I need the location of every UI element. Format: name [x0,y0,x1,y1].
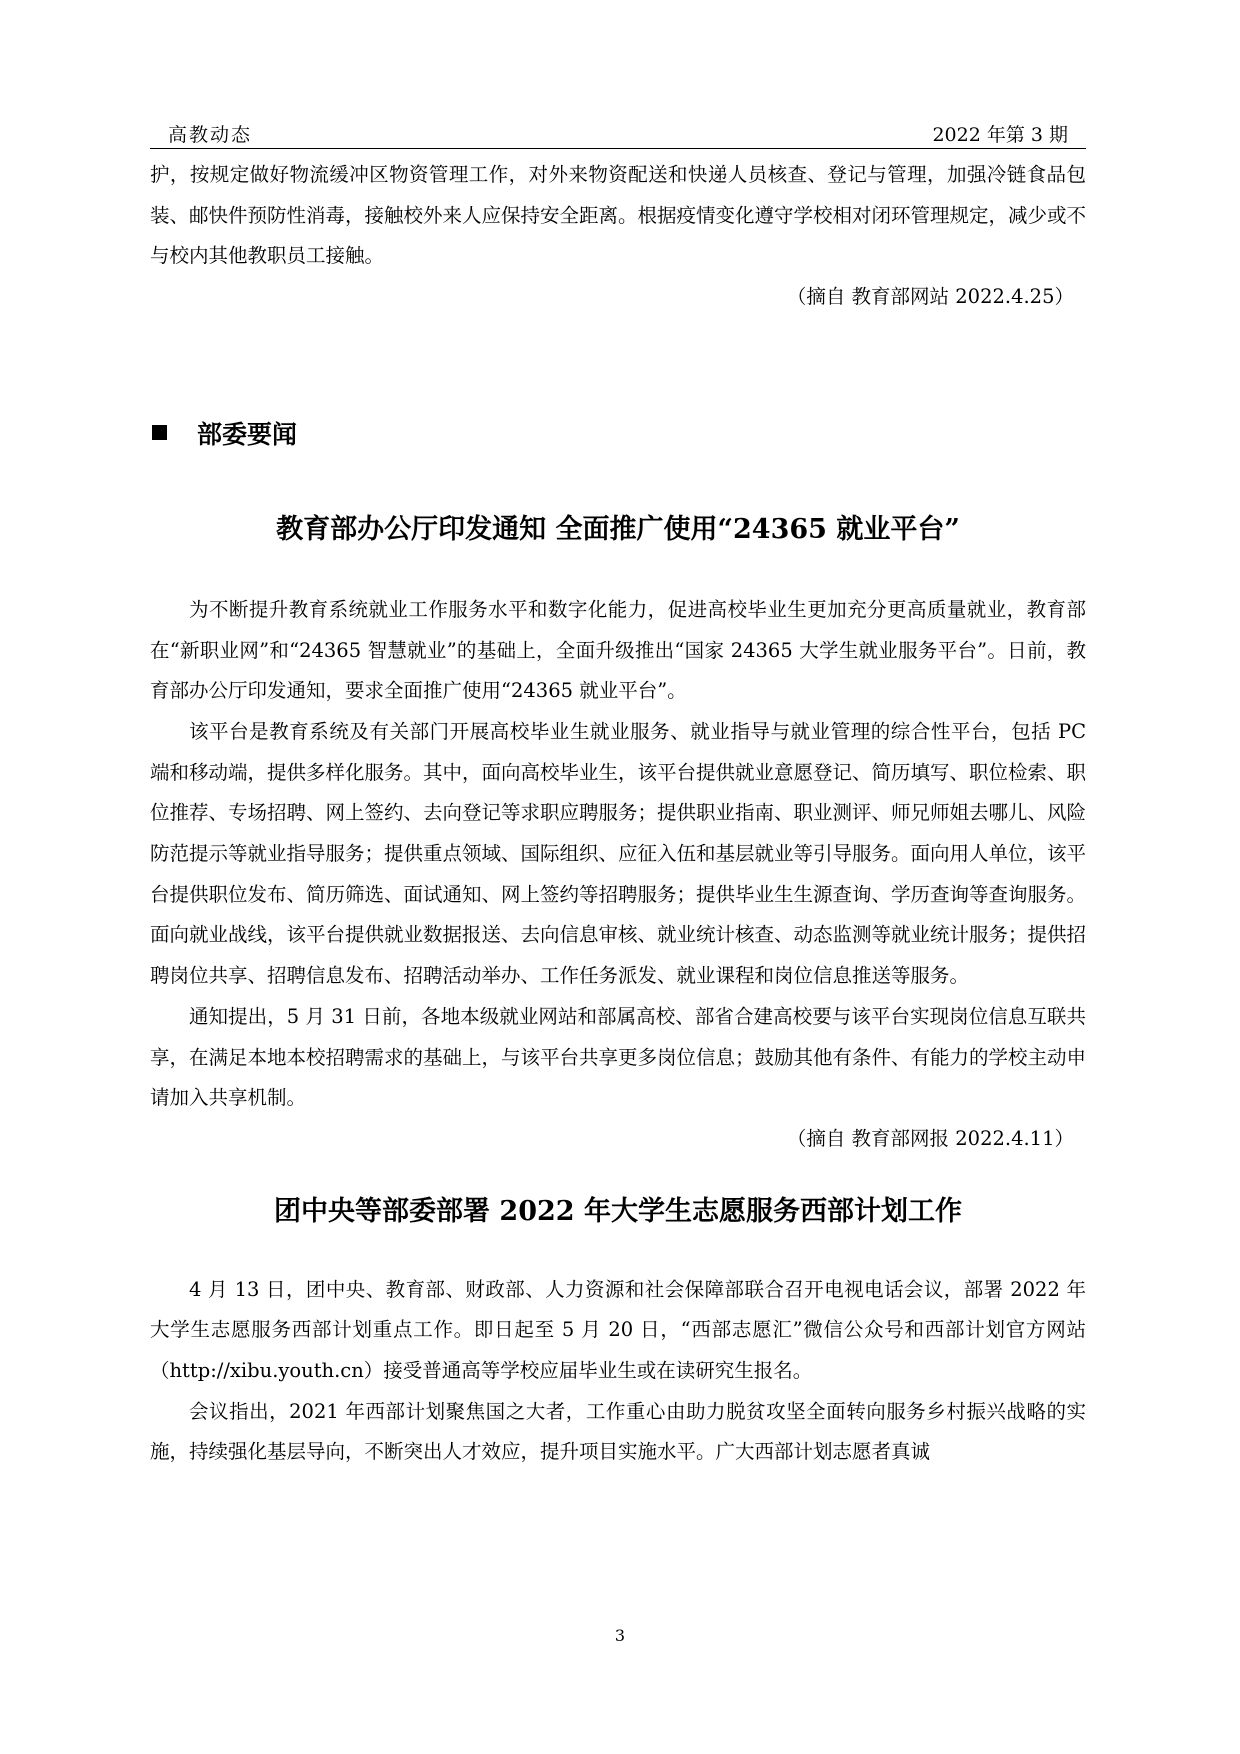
running-header [150,118,1086,149]
page-content [150,155,1086,1473]
article-1-source: （摘自 教育部网报 2022.4.11） [786,1126,1074,1150]
article-1-paragraph: 为不断提升教育系统就业工作服务水平和数字化能力，促进高校毕业生更加充分更高质量就业，教育部在“新职业网”和“24365 智慧就业”的基础上，全面升级推出“国家 24365 大学生就业服务平台”。日前，教育部办公厅印发通知，要求全面推广使用“24365 就业平台”。 [150,597,1086,703]
intro-source: （摘自 教育部网站 2022.4.25） [786,285,1074,309]
journal-name: 高教动态 [168,124,253,146]
bullet-square-icon [152,425,167,440]
article-1-paragraph: 该平台是教育系统及有关部门开展高校毕业生就业服务、就业指导与就业管理的综合性平台，包括 PC 端和移动端，提供多样化服务。其中，面向高校毕业生，该平台提供就业意愿登记、简历填写、职位检索、职位推荐、专场招聘、网上签约、去向登记等求职应聘服务；提供职业指南、职业测评、师兄师姐去哪儿、风险防范提示等就业指导服务；提供重点领域、国际组织、应征入伍和基层就业等引导服务。面向用人单位，该平台提供职位发布、简历筛选、面试通知、网上签约等招聘服务；提供毕业生生源查询、学历查询等查询服务。面向就业战线，该平台提供就业数据报送、去向信息审核、就业统计核查、动态监测等就业统计服务；提供招聘岗位共享、招聘信息发布、招聘活动举办、工作任务派发、就业课程和岗位信息推送等服务。 [150,719,1087,988]
section-title: 部委要闻 [197,419,298,449]
article-2-paragraph: 会议指出，2021 年西部计划聚焦国之大者，工作重心由助力脱贫攻坚全面转向服务乡村振兴战略的实施，持续强化基层导向，不断突出人才效应，提升项目实施水平。广大西部计划志愿者真诚 [150,1399,1086,1464]
article-1-paragraph: 通知提出，5 月 31 日前，各地本级就业网站和部属高校、部省合建高校要与该平台实现岗位信息互联共享，在满足本地本校招聘需求的基础上，与该平台共享更多岗位信息；鼓励其他有条件、有能力的学校主动申请加入共享机制。 [150,1004,1087,1110]
intro-paragraph: 护，按规定做好物流缓冲区物资管理工作，对外来物资配送和快递人员核查、登记与管理，加强冷链食品包装、邮快件预防性消毒，接触校外来人应保持安全距离。根据疫情变化遵守学校相对闭环管理规定，减少或不与校内其他教职员工接触。 [150,163,1087,268]
section-heading [150,410,1086,460]
article-1-title: 教育部办公厅印发通知 全面推广使用“24365 就业平台” [276,513,960,545]
page-number: 3 [614,1626,626,1645]
article-2-paragraph: 4 月 13 日，团中央、教育部、财政部、人力资源和社会保障部联合召开电视电话会议，部署 2022 年大学生志愿服务西部计划重点工作。即日起至 5 月 20 日，“西部志愿汇”微信公众号和西部计划官方网站（http://xibu.youth.cn）接受普通高等学校应届毕业生或在读研究生报名。 [150,1277,1086,1383]
article-2-title: 团中央等部委部署 2022 年大学生志愿服务西部计划工作 [274,1195,962,1227]
issue-number: 2022 年第 3 期 [932,124,1068,146]
